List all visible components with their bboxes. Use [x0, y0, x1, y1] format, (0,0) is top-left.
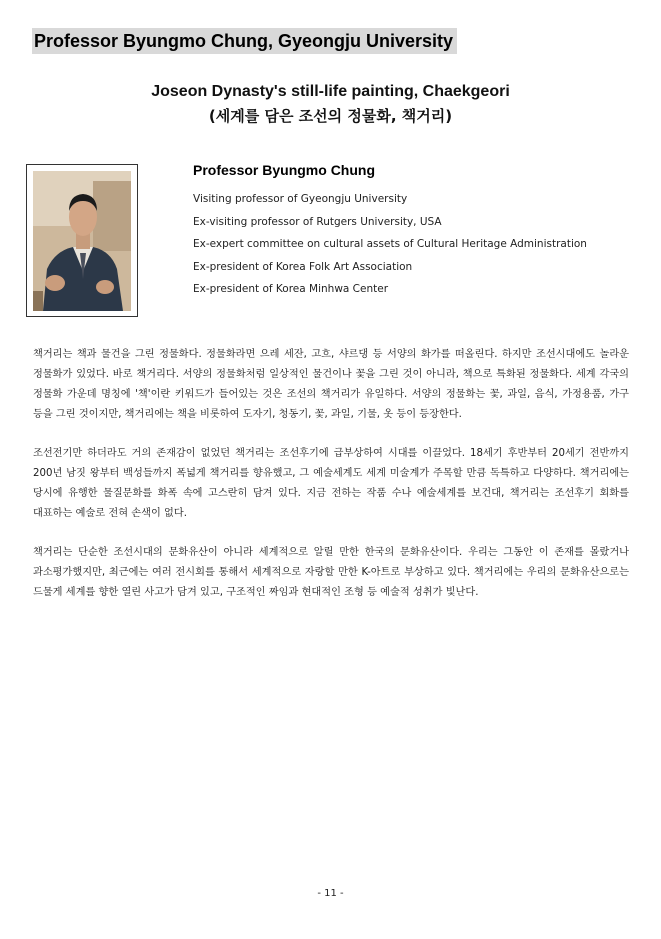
- title-block: [0, 82, 661, 127]
- position-item: Visiting professor of Gyeongju University: [193, 193, 408, 205]
- paragraph: 책거리는 단순한 조선시대의 문화유산이 아니라 세계적으로 알릴 만한 한국의 문화유산이다. 우리는 그동안 이 존재를 몰랐거나 과소평가했지만, 최근에는 여러 전시회를 통해서 세계적으로 자랑할 만한 K-아트로 부상하고 있다. 책거리에는 우리의 문화유산으로는 드물게 세계를 향한 열린 사고가 담겨 있고, 구조적인 짜임과 현대적인 조형 등 예술적 성취가 빛난다.: [33, 547, 629, 598]
- page-number: - 11 -: [317, 888, 344, 899]
- paragraph: 조선전기만 하더라도 거의 존재감이 없었던 책거리는 조선후기에 급부상하여 시대를 이끌었다. 18세기 후반부터 20세기 전반까지 200년 남짓 왕부터 백성들까지 폭넓게 책거리를 향유했고, 그 예술세계도 세계 미술계가 주목할 만큼 독특하고 다양하다. 책거리에는 당시에 유행한 물질문화를 화폭 속에 고스란히 담겨 있다. 지금 전하는 작품 수나 예술세계를 보건대, 책거리는 조선후기 회화를 대표하는 예술로 전혀 손색이 없다.: [33, 448, 629, 519]
- profile-positions: [193, 188, 633, 301]
- portrait-photo: [33, 171, 131, 311]
- korean-title: (세계를 담은 조선의 정물화, 책거리): [208, 107, 453, 125]
- running-title: Professor Byungmo Chung, Gyeongju University: [32, 28, 457, 54]
- position-item: Ex-visiting professor of Rutgers University, USA: [193, 215, 442, 228]
- portrait-illustration: [33, 171, 131, 311]
- position-item: Ex-president of Korea Minhwa Center: [193, 283, 389, 295]
- position-item: Ex-expert committee on cultural assets of Cultural Heritage Administration: [193, 238, 587, 250]
- english-title: Joseon Dynasty's still-life painting, Chaekgeori: [151, 83, 510, 100]
- portrait-frame: [26, 164, 138, 317]
- article-body: [33, 345, 629, 622]
- position-item: Ex-president of Korea Folk Art Association: [193, 260, 413, 273]
- profile-name: Professor Byungmo Chung: [193, 162, 376, 178]
- paragraph: 책거리는 책과 물건을 그린 정물화다. 정물화라면 으레 세잔, 고흐, 샤르댕 등 서양의 화가를 떠올린다. 하지만 조선시대에도 놀라운 정물화가 있었다. 바로 책거리다. 서양의 정물화처럼 일상적인 물건이나 꽃을 그린 것이 아니라, 책으로 특화된 정물화다. 세계 각국의 정물화 가운데 명칭에 '책'이란 키워드가 들어있는 것은 조선의 책거리가 유일하다. 서양의 정물화는 꽃, 과일, 음식, 가정용품, 가구 등을 그린 것이지만, 책거리에는 책을 비롯하여 도자기, 청동기, 꽃, 과일, 기물, 옷 등이 등장한다.: [33, 349, 629, 420]
- profile-section: [193, 161, 633, 301]
